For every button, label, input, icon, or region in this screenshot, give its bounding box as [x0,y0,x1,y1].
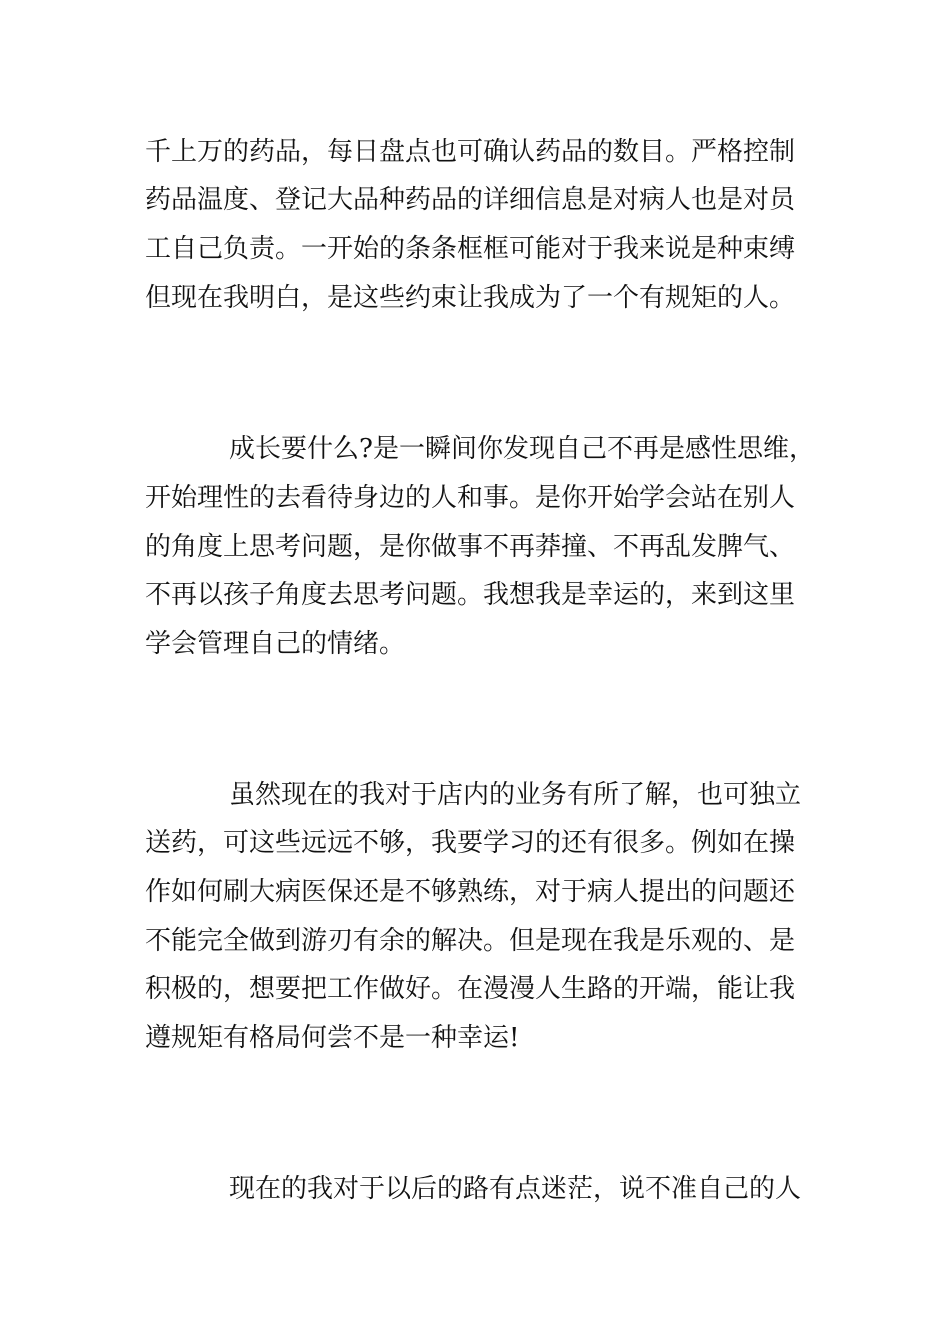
paragraph-line: 药品温度、登记大品种药品的详细信息是对病人也是对员 [145,185,796,215]
paragraph-line: 不能完全做到游刃有余的解决。但是现在我是乐观的、是 [145,926,796,956]
paragraph-line: 但现在我明白，是这些约束让我成为了一个有规矩的人。 [145,283,796,313]
paragraph-line: 工自己负责。一开始的条条框框可能对于我来说是种束缚 [145,234,796,264]
paragraph-line: 遵规矩有格局何尝不是一种幸运! [145,1023,520,1053]
paragraph-line: 不再以孩子角度去思考问题。我想我是幸运的，来到这里 [145,580,796,610]
paragraph-line: 积极的，想要把工作做好。在漫漫人生路的开端，能让我 [145,974,796,1004]
paragraph-line: 送药，可这些远远不够，我要学习的还有很多。例如在操 [145,828,796,858]
paragraph-line: 虽然现在的我对于店内的业务有所了解，也可独立 [229,780,802,810]
paragraph-line: 的角度上思考问题，是你做事不再莽撞、不再乱发脾气、 [145,532,796,562]
paragraph-line: 千上万的药品，每日盘点也可确认药品的数目。严格控制 [145,137,796,167]
paragraph-line: 成长要什么?是一瞬间你发现自己不再是感性思维， [229,434,815,464]
paragraph-line: 现在的我对于以后的路有点迷茫，说不准自己的人 [229,1174,802,1204]
paragraph-line: 作如何刷大病医保还是不够熟练，对于病人提出的问题还 [145,877,796,907]
paragraph-line: 学会管理自己的情绪。 [145,629,406,659]
paragraph-line: 开始理性的去看待身边的人和事。是你开始学会站在别人 [145,483,796,513]
